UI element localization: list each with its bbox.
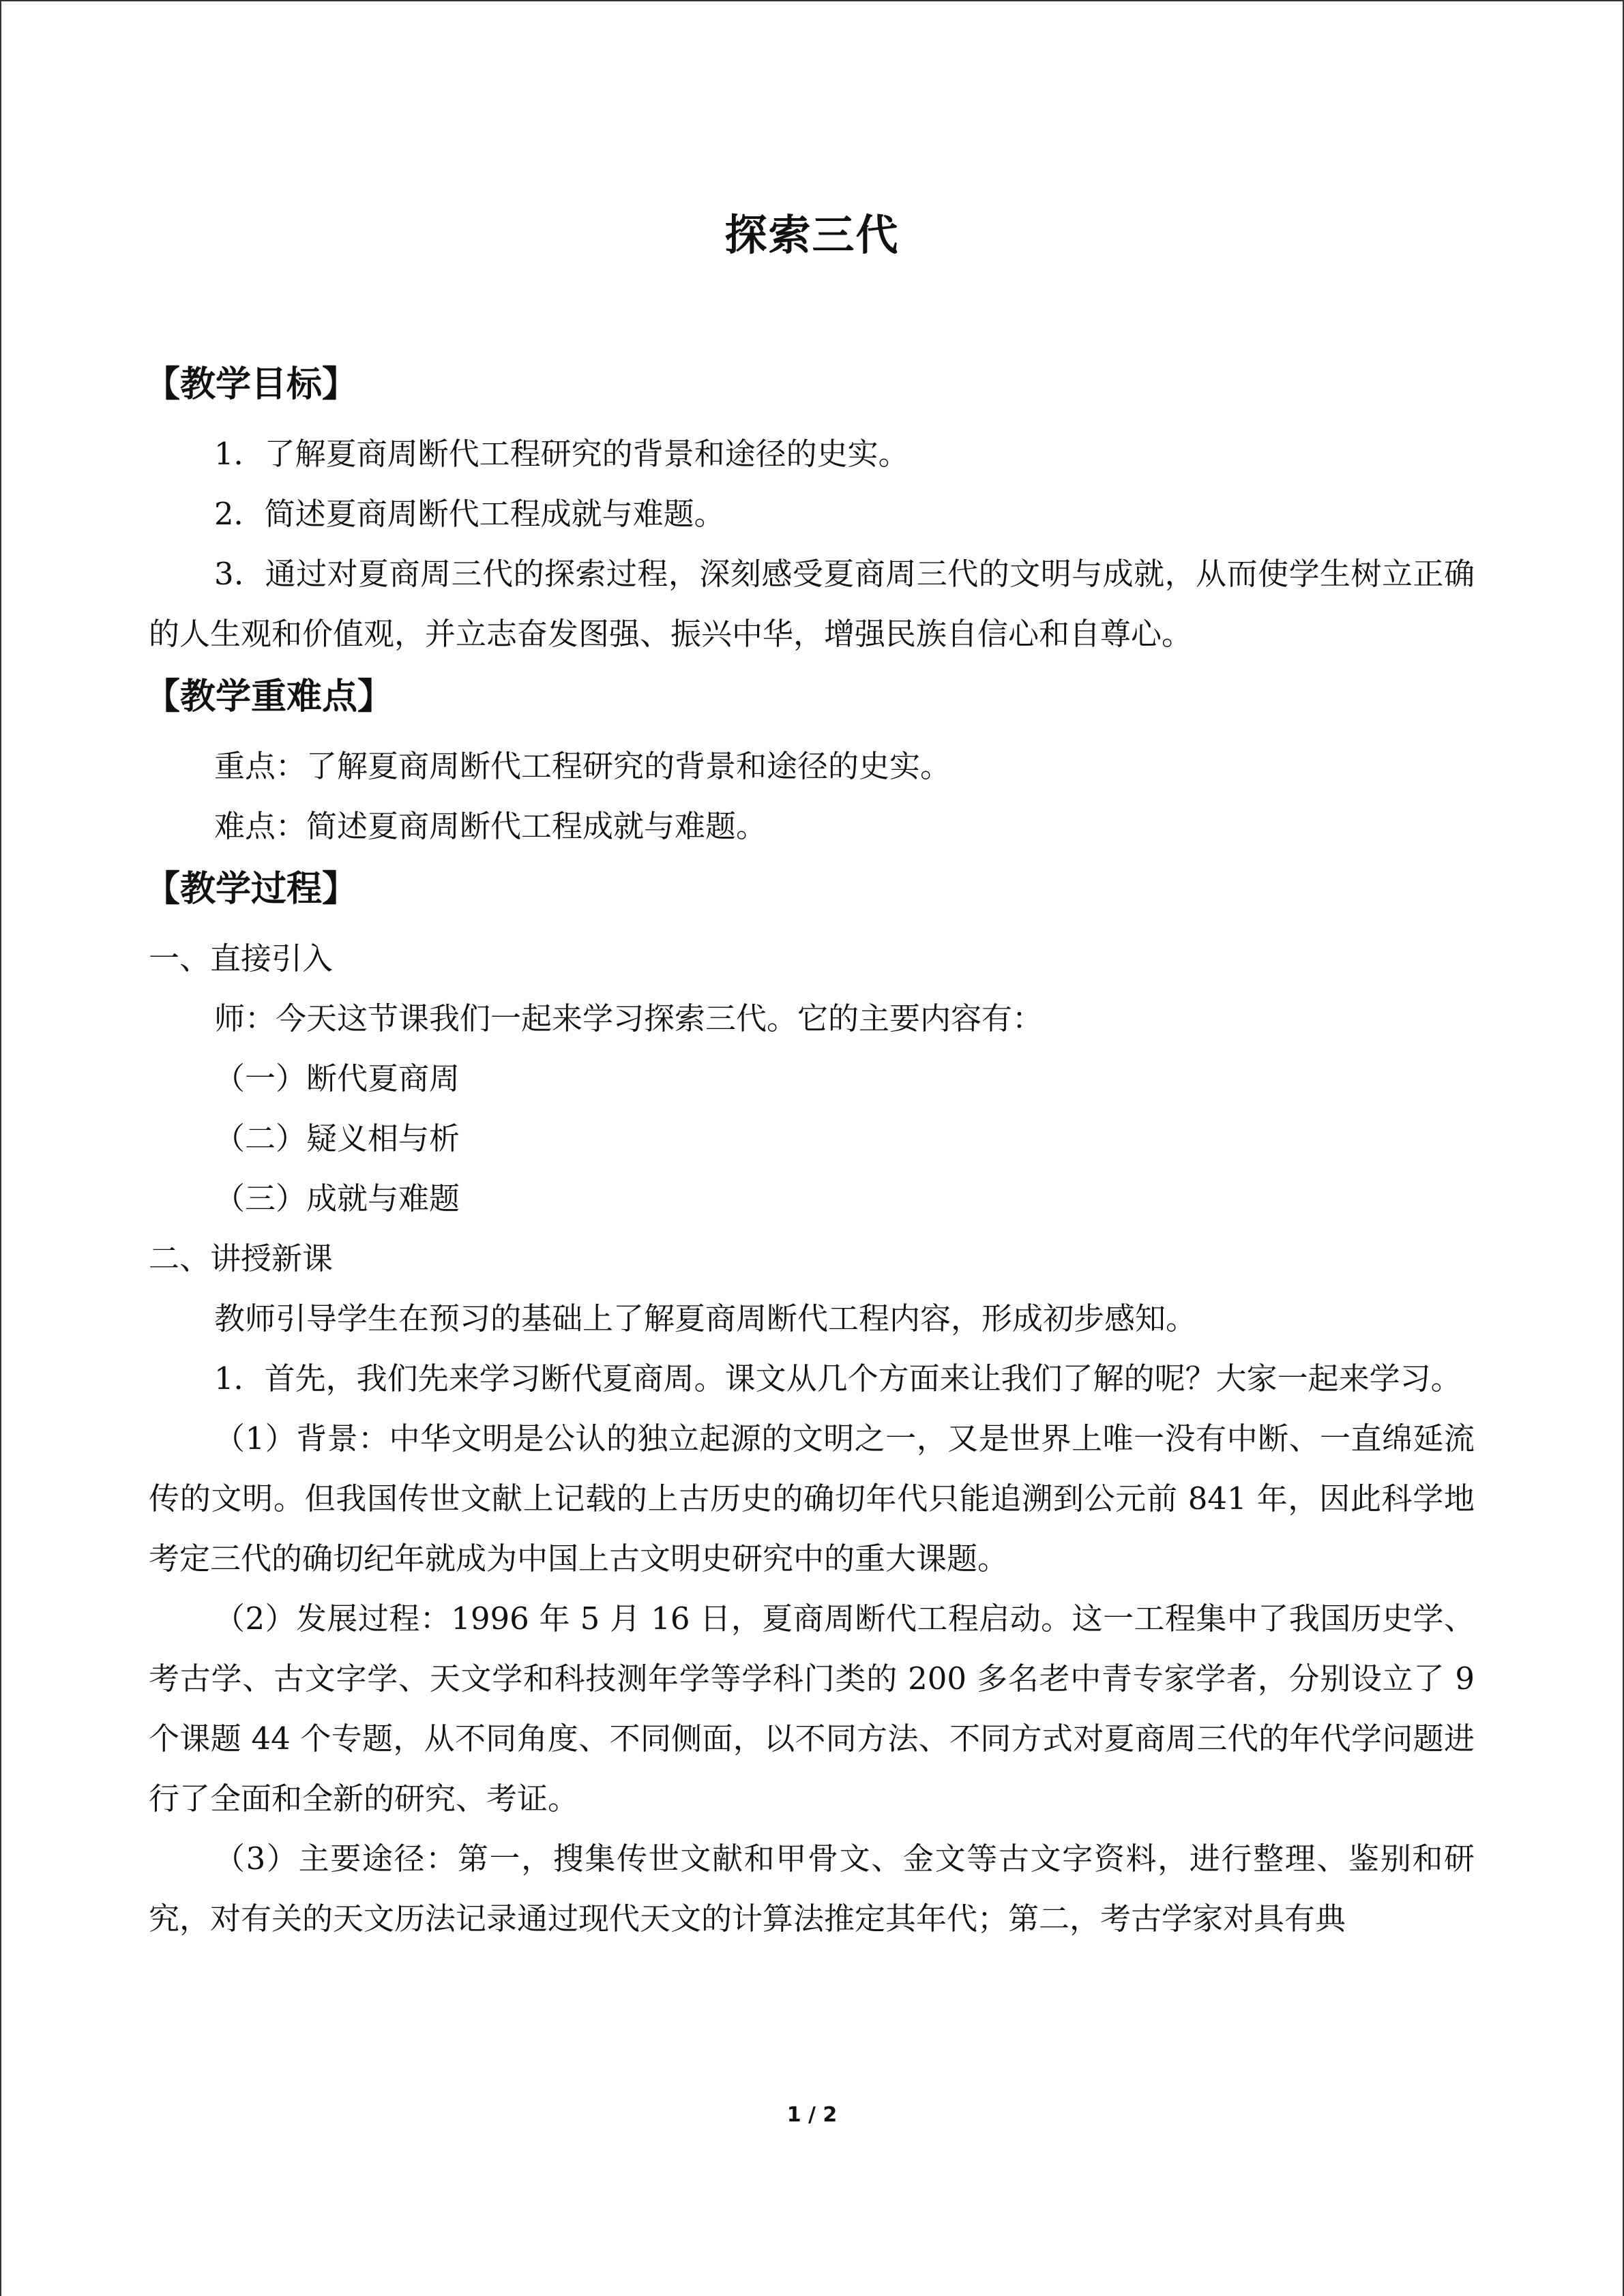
objective-item: 2．简述夏商周断代工程成就与难题。	[214, 496, 725, 532]
objective-item: 3．通过对夏商周三代的探索过程，深刻感受夏商周三代的文明与成就，从而使学生树立正确的人生观和价值观，并立志奋发图强、振兴中华，增强民族自信心和自尊心。	[149, 556, 1475, 652]
part2-background: （1）背景：中华文明是公认的独立起源的文明之一，又是世界上唯一没有中断、一直绵延流传的文明。但我国传世文献上记载的上古历史的确切年代只能追溯到公元前 841 年，因此科学地考定三代的确切纪年就成为中国上古文明史研究中的重大课题。	[149, 1420, 1475, 1577]
page-number: 1 / 2	[786, 2103, 838, 2127]
objectives-heading: 【教学目标】	[145, 364, 358, 405]
page-top-border	[0, 0, 1624, 1]
part2-development: （2）发展过程：1996 年 5 月 16 日，夏商周断代工程启动。这一工程集中了我国历史学、考古学、古文字学、天文学和科技测年学等学科门类的 200 多名老中青专家学者，分别设立了 9 个课题 44 个专题，从不同角度、不同侧面，以不同方法、不同方式对夏商周三代的年代学问题进行了全面和全新的研究、考证。	[149, 1600, 1475, 1817]
page-left-border	[0, 0, 1, 2296]
part1-list-item: （一）断代夏商周	[214, 1060, 460, 1097]
process-heading: 【教学过程】	[145, 869, 358, 910]
objective-item: 1．了解夏商周断代工程研究的背景和途径的史实。	[214, 436, 909, 472]
part1-list-item: （三）成就与难题	[214, 1180, 460, 1217]
difficulty-point: 难点：简述夏商周断代工程成就与难题。	[214, 808, 767, 844]
part2-methods: （3）主要途径：第一，搜集传世文献和甲骨文、金文等古文字资料，进行整理、鉴别和研究，对有关的天文历法记录通过现代天文的计算法推定其年代；第二，考古学家对具有典	[149, 1840, 1475, 1937]
key-points-heading: 【教学重难点】	[145, 676, 394, 717]
part1-intro: 师：今天这节课我们一起来学习探索三代。它的主要内容有：	[214, 1000, 1044, 1037]
focus-point: 重点：了解夏商周断代工程研究的背景和途径的史实。	[214, 748, 951, 784]
part2-step1: 1．首先，我们先来学习断代夏商周。课文从几个方面来让我们了解的呢？大家一起来学习。	[214, 1360, 1462, 1397]
part1-list-item: （二）疑义相与析	[214, 1120, 460, 1157]
part1-title: 一、直接引入	[149, 940, 334, 976]
document-body	[145, 355, 1475, 1949]
document-title: 探索三代	[724, 210, 900, 260]
part2-title: 二、讲授新课	[149, 1240, 334, 1277]
part2-intro: 教师引导学生在预习的基础上了解夏商周断代工程内容，形成初步感知。	[214, 1300, 1197, 1337]
